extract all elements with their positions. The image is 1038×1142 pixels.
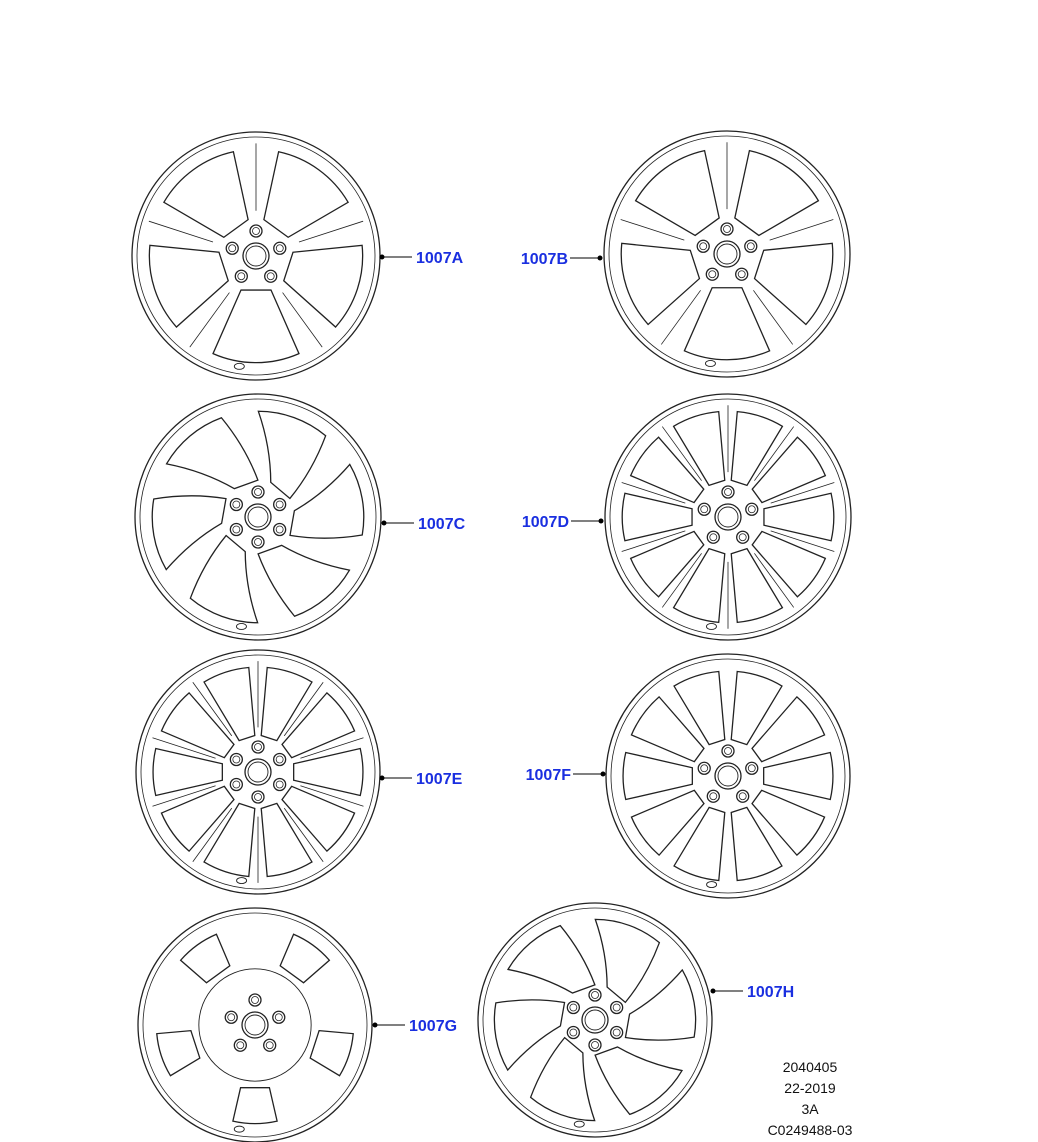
wheel-1007B[interactable] xyxy=(604,131,850,377)
wheel-window xyxy=(261,667,312,740)
bolt-hole-inner xyxy=(700,243,707,250)
bolt-hole-inner xyxy=(701,506,708,513)
spoke-groove xyxy=(661,290,700,344)
valve-stem xyxy=(707,882,717,888)
callout-1007H[interactable] xyxy=(711,984,795,1001)
wheel-window xyxy=(258,411,325,498)
wheel-window xyxy=(164,152,248,237)
bolt-hole-inner xyxy=(709,271,716,278)
hub-cap xyxy=(585,1010,605,1030)
bolt-hole xyxy=(273,1011,285,1023)
spoke-groove xyxy=(754,553,793,607)
wheel-outer-rim xyxy=(135,394,381,640)
callout-1007E[interactable] xyxy=(380,771,463,788)
callout-1007F[interactable] xyxy=(526,767,606,784)
wheel-window xyxy=(161,786,234,851)
hub-bore xyxy=(715,504,741,530)
wheel-window xyxy=(161,693,234,758)
bolt-hole-inner xyxy=(275,1014,282,1021)
spoke-groove xyxy=(193,682,232,736)
wheel-window xyxy=(284,245,363,327)
wheel-window xyxy=(752,437,825,502)
wheel-window xyxy=(595,919,659,1002)
bolt-hole xyxy=(235,270,247,282)
wheel-outer-rim xyxy=(606,654,850,898)
wheel-window xyxy=(157,1031,200,1076)
part-label[interactable]: 1007D xyxy=(521,514,569,531)
bolt-hole-inner xyxy=(710,534,717,541)
bolt-hole xyxy=(274,242,286,254)
wheel-window xyxy=(152,496,226,570)
bolt-hole xyxy=(274,524,286,536)
bolt-hole xyxy=(698,503,710,515)
wheel-window xyxy=(264,152,348,237)
bolt-hole-inner xyxy=(255,539,262,546)
wheel-window xyxy=(731,412,782,486)
wheel-window xyxy=(261,803,312,876)
bolt-hole-inner xyxy=(748,765,755,772)
bolt-hole-inner xyxy=(252,997,259,1004)
hub-cap xyxy=(718,507,738,527)
wheel-1007F[interactable] xyxy=(606,654,850,898)
wheel-window xyxy=(310,1031,353,1076)
wheel-window xyxy=(622,493,692,540)
wheel-window xyxy=(752,531,825,596)
part-label[interactable]: 1007B xyxy=(520,251,568,268)
bolt-hole xyxy=(722,745,734,757)
bolt-hole xyxy=(611,1002,623,1014)
spoke-groove xyxy=(149,221,213,242)
bolt-hole-inner xyxy=(253,228,260,235)
bolt-hole-inner xyxy=(570,1004,577,1011)
bolt-hole xyxy=(589,1039,601,1051)
valve-stem xyxy=(574,1121,584,1127)
spoke-groove xyxy=(193,808,232,862)
bolt-hole-inner xyxy=(738,271,745,278)
bolt-hole xyxy=(706,268,718,280)
wheel-outer-rim xyxy=(138,908,372,1142)
wheel-1007H[interactable] xyxy=(478,903,712,1137)
bolt-hole xyxy=(265,270,277,282)
bolt-hole-inner xyxy=(276,756,283,763)
part-label[interactable]: 1007G xyxy=(409,1018,458,1035)
bolt-hole xyxy=(567,1027,579,1039)
wheel-inner-rim xyxy=(143,913,367,1137)
bolt-hole-inner xyxy=(255,744,262,751)
bolt-hole-inner xyxy=(233,756,240,763)
wheel-window xyxy=(621,243,699,324)
bolt-hole xyxy=(226,242,238,254)
wheel-dish-ring xyxy=(199,969,311,1081)
wheel-window xyxy=(294,748,363,795)
bolt-hole-inner xyxy=(266,1042,273,1049)
bolt-hole-inner xyxy=(238,273,245,280)
bolt-hole xyxy=(249,994,261,1006)
callout-1007B[interactable] xyxy=(521,251,603,268)
wheel-window xyxy=(731,807,782,880)
wheel-1007D[interactable] xyxy=(605,394,851,640)
bolt-hole xyxy=(225,1011,237,1023)
valve-stem xyxy=(237,878,247,884)
spoke-groove xyxy=(621,219,685,240)
wheel-inner-rim xyxy=(140,399,376,635)
bolt-hole-inner xyxy=(747,243,754,250)
callouts-layer xyxy=(373,250,795,1035)
bolt-hole xyxy=(274,499,286,511)
bolt-hole xyxy=(250,225,262,237)
bolt-hole xyxy=(697,240,709,252)
wheel-window xyxy=(153,748,222,795)
bolt-hole xyxy=(707,790,719,802)
drawing-revision: 3A xyxy=(801,1101,819,1117)
bolt-hole xyxy=(274,779,286,791)
valve-stem xyxy=(706,623,716,629)
wheel-window xyxy=(631,437,704,502)
spoke-groove xyxy=(754,427,793,481)
spoke-groove xyxy=(753,290,792,344)
bolt-hole-inner xyxy=(613,1004,620,1011)
valve-stem xyxy=(236,623,246,629)
bolt-hole-inner xyxy=(267,273,274,280)
wheel-1007E[interactable] xyxy=(136,650,380,894)
wheel-1007A[interactable] xyxy=(132,132,380,380)
bolt-hole xyxy=(589,989,601,1001)
bolt-hole xyxy=(611,1027,623,1039)
hub-bore xyxy=(714,241,740,267)
wheel-window xyxy=(494,1000,564,1070)
spoke-groove xyxy=(284,808,323,862)
wheel-window xyxy=(190,536,257,623)
bolt-hole xyxy=(230,524,242,536)
wheel-window xyxy=(149,245,228,327)
bolt-hole xyxy=(745,240,757,252)
wheel-window xyxy=(752,790,825,855)
wheel-window xyxy=(213,290,299,363)
wheel-window xyxy=(631,790,704,855)
wheel-window xyxy=(731,671,782,744)
bolt-hole xyxy=(737,790,749,802)
wheel-window xyxy=(674,549,725,623)
valve-stem xyxy=(234,1126,244,1132)
bolt-hole xyxy=(252,536,264,548)
bolt-hole-inner xyxy=(725,489,732,496)
bolt-hole xyxy=(722,486,734,498)
hub-cap xyxy=(246,246,266,266)
bolt-hole-inner xyxy=(710,793,717,800)
spoke-groove xyxy=(284,682,323,736)
hub-cap xyxy=(718,766,738,786)
bolt-hole xyxy=(567,1002,579,1014)
wheel-window xyxy=(735,151,819,236)
hub-cap xyxy=(248,762,268,782)
bolt-hole xyxy=(264,1039,276,1051)
drawing-reference-block xyxy=(760,1057,860,1141)
part-label[interactable]: 1007A xyxy=(416,250,464,267)
hub-bore xyxy=(242,1012,268,1038)
bolt-hole-inner xyxy=(255,489,262,496)
bolt-hole xyxy=(746,762,758,774)
bolt-hole xyxy=(252,791,264,803)
valve-stem xyxy=(234,363,244,369)
spoke-groove xyxy=(662,553,701,607)
bolt-hole-inner xyxy=(592,992,599,999)
wheel-window xyxy=(674,671,725,744)
bolt-hole xyxy=(230,499,242,511)
bolt-hole-inner xyxy=(276,245,283,252)
bolt-hole xyxy=(230,754,242,766)
bolt-hole-inner xyxy=(233,781,240,788)
bolt-hole-inner xyxy=(748,506,755,513)
hub-bore xyxy=(715,763,741,789)
bolt-hole-inner xyxy=(739,534,746,541)
bolt-hole xyxy=(252,741,264,753)
callout-1007G[interactable] xyxy=(373,1018,458,1035)
wheel-window xyxy=(674,412,725,486)
wheel-window xyxy=(625,970,695,1040)
wheel-1007G[interactable] xyxy=(138,908,372,1142)
callout-1007D[interactable] xyxy=(522,514,604,531)
bolt-hole-inner xyxy=(237,1042,244,1049)
wheel-window xyxy=(674,807,725,880)
wheel-window xyxy=(731,549,782,623)
wheel-window xyxy=(290,464,364,538)
bolt-hole-inner xyxy=(725,748,732,755)
bolt-hole xyxy=(274,754,286,766)
wheel-window xyxy=(752,697,825,762)
wheel-window xyxy=(204,667,255,740)
wheel-window xyxy=(282,693,355,758)
bolt-hole xyxy=(736,268,748,280)
drawing-number: 2040405 xyxy=(782,1059,838,1075)
bolt-hole-inner xyxy=(255,794,262,801)
bolt-hole-inner xyxy=(739,793,746,800)
bolt-hole xyxy=(721,223,733,235)
wheel-window xyxy=(280,934,329,982)
illustration-code: C0249488-03 xyxy=(767,1122,853,1138)
bolt-hole xyxy=(707,531,719,543)
part-label[interactable]: 1007C xyxy=(418,516,466,533)
bolt-hole-inner xyxy=(276,526,283,533)
wheel-window xyxy=(623,752,692,799)
bolt-hole xyxy=(252,486,264,498)
spoke-groove xyxy=(283,293,323,348)
wheel-window xyxy=(531,1038,595,1121)
bolt-hole-inner xyxy=(724,226,731,233)
wheel-window xyxy=(764,493,834,540)
wheel-window xyxy=(755,243,833,324)
bolt-hole xyxy=(234,1039,246,1051)
bolt-hole-inner xyxy=(233,501,240,508)
bolt-hole-inner xyxy=(233,526,240,533)
hub-bore xyxy=(582,1007,608,1033)
wheel-window xyxy=(631,531,704,596)
valve-stem xyxy=(705,360,715,366)
wheel-window xyxy=(204,803,255,876)
bolt-hole-inner xyxy=(613,1029,620,1036)
wheel-outer-rim xyxy=(478,903,712,1137)
wheel-inner-rim xyxy=(611,659,845,893)
part-label[interactable]: 1007F xyxy=(525,767,571,784)
wheel-window xyxy=(282,786,355,851)
bolt-hole xyxy=(230,779,242,791)
wheel-1007C[interactable] xyxy=(135,394,381,640)
bolt-hole-inner xyxy=(701,765,708,772)
part-label[interactable]: 1007H xyxy=(747,984,795,1001)
bolt-hole-inner xyxy=(592,1042,599,1049)
hub-cap xyxy=(248,507,268,527)
spoke-groove xyxy=(190,293,230,348)
wheel-window xyxy=(181,934,230,982)
wheel-window xyxy=(631,697,704,762)
bolt-hole xyxy=(698,762,710,774)
spoke-groove xyxy=(299,221,363,242)
hub-cap xyxy=(717,244,737,264)
bolt-hole-inner xyxy=(570,1029,577,1036)
callout-1007C[interactable] xyxy=(382,516,466,533)
hub-bore xyxy=(243,243,269,269)
hub-bore xyxy=(245,759,271,785)
bolt-hole-inner xyxy=(228,1014,235,1021)
spoke-groove xyxy=(770,219,834,240)
hub-cap xyxy=(245,1015,265,1035)
spoke-groove xyxy=(662,427,701,481)
wheels-layer xyxy=(132,131,851,1142)
wheel-window xyxy=(233,1088,277,1124)
part-label[interactable]: 1007E xyxy=(416,771,463,788)
wheel-window xyxy=(684,288,769,360)
bolt-hole xyxy=(746,503,758,515)
wheel-window xyxy=(636,151,720,236)
callout-1007A[interactable] xyxy=(380,250,464,267)
bolt-hole-inner xyxy=(229,245,236,252)
hub-bore xyxy=(245,504,271,530)
bolt-hole-inner xyxy=(276,781,283,788)
wheel-inner-rim xyxy=(483,908,707,1132)
wheel-window xyxy=(764,752,833,799)
bolt-hole-inner xyxy=(276,501,283,508)
bolt-hole xyxy=(737,531,749,543)
drawing-date-code: 22-2019 xyxy=(784,1080,836,1096)
